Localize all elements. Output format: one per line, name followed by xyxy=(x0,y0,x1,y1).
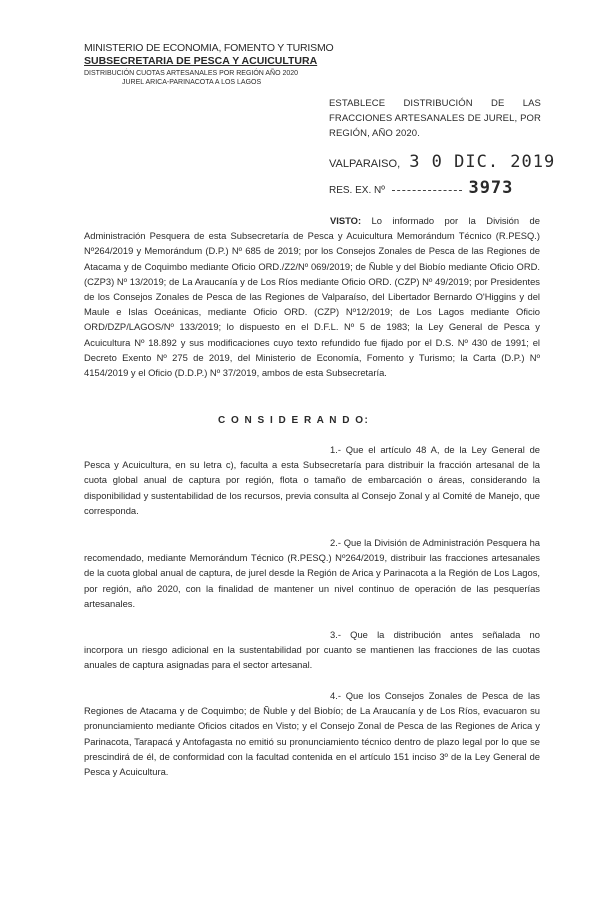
ministry-name: MINISTERIO DE ECONOMIA, FOMENTO Y TURISMO xyxy=(84,42,334,54)
place-and-date xyxy=(329,152,555,172)
point-number: 2.- xyxy=(330,537,341,548)
resolution-subject: ESTABLECE DISTRIBUCIÓN DE LAS FRACCIONES ARTESANALES DE JUREL, POR REGIÓN, AÑO 2020. xyxy=(329,98,541,139)
document-reference-species: JUREL ARICA-PARINACOTA A LOS LAGOS xyxy=(122,79,262,86)
considerando-point-1 xyxy=(84,442,540,518)
letterhead xyxy=(84,42,344,87)
fill-line xyxy=(392,190,462,191)
point-text: Que los Consejos Zonales de Pesca de las Regiones de Atacama y de Coquimbo; de Ñuble y del Biobío; de La Araucanía y de Los Ríos, evacuaron su pronunciamiento mediante Oficios citados en Visto; y el Consejo Zonal de Pesca de las Regiones de Arica y Parinacota, Tarapacá y Antofagasta no emitió su pronunciamiento técnico dentro de plazo legal por lo que se prescindirá de él, de conformidad con la facultad contenida en el artículo 151 inciso 3º de la Ley General de Pesca y Acuicultura. xyxy=(84,690,540,778)
point-number: 3.- xyxy=(330,629,341,640)
visto-label: VISTO: xyxy=(330,215,362,226)
undersecretariat-name: SUBSECRETARIA DE PESCA Y ACUICULTURA xyxy=(84,55,318,67)
point-number: 1.- xyxy=(330,444,341,455)
city: VALPARAISO, xyxy=(329,158,401,170)
point-text: Que el artículo 48 A, de la Ley General de Pesca y Acuicultura, en su letra c), faculta a esta Subsecretaría para distribuir la fracción artesanal de la cuota global anual de captura por región, flota o tamaño de embarcación o áreas, considerando la disponibilidad y sustentabilidad de los recursos, previa consulta al Consejo Zonal y al Comité de Manejo, que corresponda. xyxy=(84,444,540,516)
point-text: Que la distribución antes señalada no incorpora un riesgo adicional en la sustentabilidad por cuanto se mantienen las fracciones de las cuotas anuales de captura asignadas para el sector artesanal. xyxy=(84,629,540,671)
considerando-point-2 xyxy=(84,535,540,611)
visto-paragraph xyxy=(84,213,540,380)
resolution-number: 3973 xyxy=(468,178,514,198)
visto-text: Lo informado por la División de Administración Pesquera de esta Subsecretaría de Pesca y Acuicultura Memorándum Técnico (R.PESQ.) Nº264/2019 y Memorándum (D.P.) Nº 685 de 2019; por los Consejos Zonales de Pesca de las Regiones de Atacama y de Coquimbo mediante Oficio ORD./Z2/Nº 069/2019; de Ñuble y del Biobío mediante Oficio ORD. (CZP3) Nº 13/2019; de La Araucanía y de Los Ríos mediante Oficio ORD. (CZP) Nº 49/2019; por Presidentes de los Consejos Zonales de Pesca de las Regiones de Valparaíso, del Libertador Bernardo O'Higgins y del Maule e Islas Oceánicas, mediante Oficio ORD. (CZP) Nº12/2019; de Los Lagos mediante Oficio ORD/DZP/LAGOS/Nº 133/2019; lo dispuesto en el D.F.L. Nº 5 de 1983; la Ley General de Pesca y Acuicultura Nº 18.892 y sus modificaciones cuyo texto refundido fue fijado por el D.S. Nº 430 de 1991; el Decreto Exento Nº 275 de 2019, del Ministerio de Economía, Fomento y Turismo; la Carta (D.P.) Nº 4154/2019 y el Oficio (D.D.P.) Nº 37/2019, ambos de esta Subsecretaría. xyxy=(84,215,540,379)
point-number: 4.- xyxy=(330,690,341,701)
document-reference: DISTRIBUCIÓN CUOTAS ARTESANALES POR REGIÓN AÑO 2020 xyxy=(84,70,299,77)
resolution-label: RES. EX. Nº xyxy=(329,185,385,196)
considerando-point-3 xyxy=(84,627,540,673)
stamped-date: 3 0 DIC. 2019 xyxy=(409,152,556,172)
resolution-number-line xyxy=(329,178,513,198)
considerando-point-4 xyxy=(84,688,540,779)
considerando-heading: C O N S I D E R A N D O: xyxy=(218,415,370,426)
point-text: Que la División de Administración Pesquera ha recomendado, mediante Memorándum Técnico (R.PESQ.) Nº264/2019, distribuir las fracciones artesanales de la cuota global anual de captura, de jurel desde la Región de Arica y Parinacota a la Región de Los Lagos, por región, año 2020, con la finalidad de mantener un nivel continuo de operación de las pesquerías artesanales. xyxy=(84,537,540,609)
